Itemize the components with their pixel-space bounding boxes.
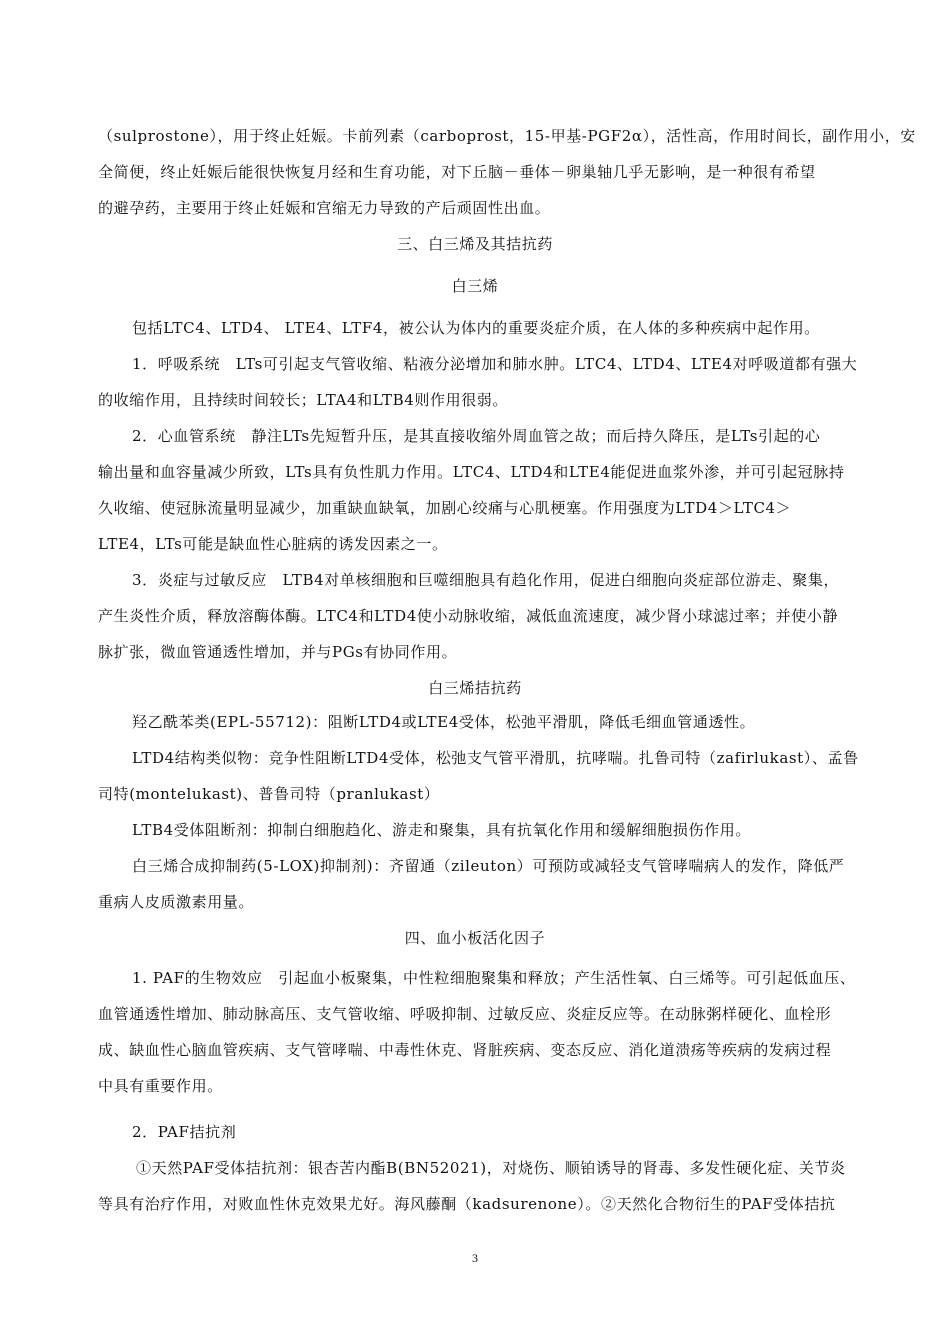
text-line: 2．心血管系统 静注LTs先短暂升压，是其直接收缩外周血管之故；而后持久降压，是LTs引起的心 [132, 427, 821, 445]
text-line: LTB4受体阻断剂：抑制白细胞趋化、游走和聚集，具有抗氧化作用和缓解细胞损伤作用。 [132, 821, 751, 839]
text-line: 输出量和血容量减少所致，LTs具有负性肌力作用。LTC4、LTD4和LTE4能促进血浆外渗，并可引起冠脉持 [98, 463, 845, 481]
text-line: （sulprostone），用于终止妊娠。卡前列素（carboprost，15-甲基-PGF2α），活性高，作用时间长，副作用小，安 [98, 127, 916, 145]
page-number: 3 [472, 1251, 478, 1265]
section-heading: 四、血小板活化因子 [404, 929, 546, 947]
text-line: 血管通透性增加、肺动脉高压、支气管收缩、呼吸抑制、过敏反应、炎症反应等。在动脉粥样硬化、血栓形 [98, 1005, 832, 1023]
text-line: 1. PAF的生物效应 引起血小板聚集，中性粒细胞聚集和释放；产生活性氧、白三烯等。可引起低血压、 [132, 969, 856, 987]
text-line: 包括LTC4、LTD4、 LTE4、LTF4，被公认为体内的重要炎症介质，在人体的多种疾病中起作用。 [132, 319, 820, 337]
text-line: 1．呼吸系统 LTs可引起支气管收缩、粘液分泌增加和肺水肿。LTC4、LTD4、LTE4对呼吸道都有强大 [132, 355, 858, 373]
text-line: 的避孕药，主要用于终止妊娠和宫缩无力导致的产后顽固性出血。 [98, 199, 551, 217]
text-line: LTD4结构类似物：竞争性阻断LTD4受体，松弛支气管平滑肌，抗哮喘。扎鲁司特（zafirlukast）、孟鲁 [132, 749, 859, 767]
text-line: 成、缺血性心脑血管疾病、支气管哮喘、中毒性休克、肾脏疾病、变态反应、消化道溃疡等疾病的发病过程 [98, 1041, 832, 1059]
text-line: 的收缩作用，且持续时间较长；LTA4和LTB4则作用很弱。 [98, 391, 509, 409]
text-line: 白三烯合成抑制药(5-LOX)抑制剂)：齐留通（zileuton）可预防或减轻支气管哮喘病人的发作，降低严 [132, 857, 845, 875]
text-line: 2．PAF拮抗剂 [132, 1123, 237, 1141]
text-line: LTE4，LTs可能是缺血性心脏病的诱发因素之一。 [98, 535, 448, 553]
subsection-heading: 白三烯 [451, 277, 499, 295]
text-line: ①天然PAF受体拮抗剂：银杏苦内酯B(BN52021)，对烧伤、顺铂诱导的肾毒、多发性硬化症、关节炎 [136, 1159, 846, 1177]
text-line: 羟乙酰苯类(EPL-55712)：阻断LTD4或LTE4受体，松弛平滑肌，降低毛细血管通透性。 [132, 713, 756, 731]
subsection-heading: 白三烯拮抗药 [428, 679, 522, 697]
text-line: 久收缩、使冠脉流量明显减少，加重缺血缺氧，加剧心绞痛与心肌梗塞。作用强度为LTD4＞LTC4＞ [98, 499, 792, 517]
text-line: 重病人皮质激素用量。 [98, 893, 255, 911]
text-line: 产生炎性介质，释放溶酶体酶。LTC4和LTD4使小动脉收缩，减低血流速度，减少肾小球滤过率；并使小静 [98, 607, 839, 625]
text-line: 等具有治疗作用，对败血性休克效果尤好。海风藤酮（kadsurenone）。②天然化合物衍生的PAF受体拮抗 [98, 1195, 836, 1213]
text-line: 中具有重要作用。 [98, 1077, 223, 1095]
text-line: 司特(montelukast)、普鲁司特（pranlukast） [98, 785, 440, 803]
section-heading: 三、白三烯及其拮抗药 [396, 235, 553, 253]
text-line: 脉扩张，微血管通透性增加，并与PGs有协同作用。 [98, 643, 458, 661]
text-line: 全简便，终止妊娠后能很快恢复月经和生育功能，对下丘脑－垂体－卵巢轴几乎无影响，是一种很有希望 [98, 163, 816, 181]
text-line: 3．炎症与过敏反应 LTB4对单核细胞和巨噬细胞具有趋化作用，促进白细胞向炎症部位游走、聚集， [132, 571, 840, 589]
